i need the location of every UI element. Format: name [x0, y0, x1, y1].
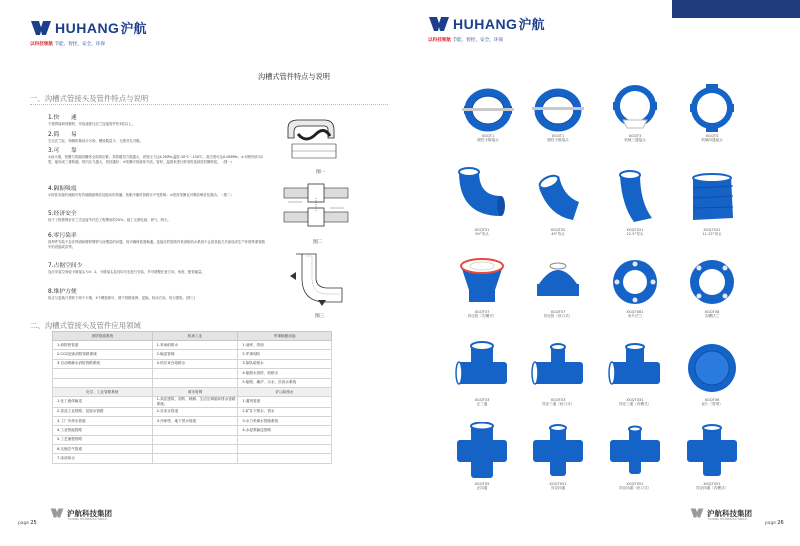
feature-item	[48, 145, 268, 165]
table-cell: 1.通风管道	[238, 397, 332, 407]
footer-brand: 沪航科技集团	[67, 508, 112, 518]
table-cell: 4.船舶水消防、给排水	[238, 369, 332, 378]
table-cell	[152, 369, 238, 378]
tagline-lead: 以科技领航	[428, 38, 451, 43]
table-subheader: 城市管网	[152, 387, 238, 396]
brand-name-cn: 沪航	[120, 22, 147, 37]
page-number-value: 26	[777, 520, 784, 526]
table-row	[53, 407, 332, 416]
table-header: 机场工业	[152, 332, 238, 341]
product-name: 盲片（管堵）	[701, 402, 723, 406]
product-code: XGQT021	[626, 228, 644, 232]
table-cell	[238, 454, 332, 463]
product-name: 22.5°弯头	[626, 232, 644, 236]
brand-name: HUHANG	[55, 19, 120, 36]
product-code: XGQT1	[551, 134, 565, 138]
table-row	[53, 350, 332, 359]
table-cell: 2.军事询防	[238, 350, 332, 359]
product-card	[682, 162, 742, 237]
tagline-lead: 以科技领航	[30, 42, 53, 47]
product-code: XGQT051	[549, 482, 567, 486]
product-name: 异径三通（丝口式）	[541, 402, 575, 406]
feature-body: 它比法兰轻，铸紧机械设计巧妙，螺栓数量少，无需对孔对眼。	[48, 139, 143, 143]
product-name: 45°弯头	[551, 232, 565, 236]
table-cell	[152, 454, 238, 463]
product-name: 正四通	[476, 486, 488, 490]
tagline-rest: 节能、智控、安全、环保	[54, 42, 105, 47]
product-card	[682, 340, 742, 407]
product-code: XGQT02	[550, 228, 566, 232]
page-label: page	[765, 521, 776, 526]
footer-logo	[50, 507, 112, 519]
table-cell: 4.工业热能管路	[53, 426, 153, 435]
grooved-reducing-tee-icon	[606, 340, 664, 396]
product-card	[605, 422, 665, 491]
footer-logo	[690, 507, 752, 519]
feature-body: 低于工程预算价法兰式连接节约总工程费用的20%；施工无需电源、氧气、明火。	[48, 218, 171, 222]
threaded-reducing-tee-icon	[529, 340, 587, 396]
product-card	[682, 256, 742, 319]
brand-logo	[428, 14, 544, 33]
table-row	[53, 378, 332, 387]
footer-brand-en: HUHANG TECHNOLOGY GROUP	[68, 518, 107, 521]
table-cell: 1.高层建筑、消防、喷淋、生活空调循环排水管路系统。	[152, 397, 238, 407]
feature-item	[48, 129, 268, 144]
table-row	[53, 426, 332, 435]
product-card	[605, 162, 665, 237]
table-row	[53, 416, 332, 425]
table-row	[53, 397, 332, 407]
table-cell	[152, 445, 238, 454]
table-cell	[152, 426, 238, 435]
feature-heading: 3.可 靠	[48, 148, 77, 154]
product-card	[682, 422, 742, 491]
table-cell	[152, 435, 238, 444]
table-cell: 5.工艺流程管路	[53, 435, 153, 444]
table-cell: 2.输送管理	[152, 350, 238, 359]
product-card	[605, 84, 665, 143]
groove-flange-icon	[683, 256, 741, 308]
table-cell	[152, 378, 238, 387]
product-code: XGQT03	[550, 398, 566, 402]
table-cell: 3.工厂冷却水管道	[53, 416, 153, 425]
product-name: 机械三通接头	[624, 138, 646, 142]
mechanical-cross-icon	[686, 84, 738, 132]
feature-heading: 8.维护方便	[48, 289, 77, 295]
tagline	[30, 41, 105, 47]
product-code: XGQT06	[704, 398, 720, 402]
feature-heading: 5.经济安全	[48, 211, 77, 217]
table-cell: 3.自动喷淋水消防管路系统	[53, 359, 153, 368]
product-card	[528, 84, 588, 143]
header-color-band	[672, 0, 800, 18]
product-code: XGQT022	[703, 228, 721, 232]
tagline	[428, 37, 503, 43]
huhang-logo-icon	[428, 15, 450, 33]
feature-body: ①因管末端有间隙可有效地隔振噪音及振动的传播；热胀冷缩时管路亦不受影响；②密封垫圈也可吸收噪音及震动。（图二）	[48, 193, 234, 197]
figure-3-elbow-diagram	[288, 248, 348, 308]
product-name: 异径三通（沟槽式）	[618, 402, 652, 406]
table-row	[53, 435, 332, 444]
feature-heading: 2.简 易	[48, 132, 77, 138]
page-number	[18, 520, 37, 526]
product-name: 单片法兰	[627, 314, 643, 318]
product-code: XGQT05	[474, 482, 490, 486]
brand-logo	[30, 18, 146, 37]
right-page	[400, 0, 800, 546]
elbow-90-icon	[453, 162, 511, 226]
huhang-logo-icon	[50, 507, 64, 519]
feature-item	[48, 286, 268, 301]
product-name: 异径四通	[550, 486, 566, 490]
feature-item	[48, 183, 268, 198]
product-name: 刚性卡箍接头	[547, 138, 569, 142]
table-cell	[238, 445, 332, 454]
elbow-45-icon	[529, 162, 587, 226]
page-number	[765, 520, 784, 526]
huhang-logo-icon	[30, 19, 52, 37]
table-subheader: 化学、工业管路系统	[53, 387, 153, 396]
product-code: XGQT051	[626, 482, 644, 486]
elbow-11-25-icon	[683, 162, 741, 226]
equal-tee-icon	[453, 340, 511, 396]
product-code: XGQT4	[705, 134, 719, 138]
rigid-coupling-icon	[462, 84, 514, 132]
figure-2-caption: 图二	[313, 240, 323, 245]
product-card	[682, 84, 742, 143]
page-number-value: 25	[30, 520, 37, 526]
feature-item	[48, 230, 268, 250]
feature-item	[48, 112, 268, 127]
table-header: 消防管道系统	[53, 332, 153, 341]
table-cell	[53, 378, 153, 387]
product-card	[452, 162, 512, 237]
feature-item	[48, 260, 268, 275]
feature-heading: 6.零污染率	[48, 233, 77, 239]
table-cell: 7.冻油用水	[53, 454, 153, 463]
table-cell	[53, 369, 153, 378]
table-cell: 5.船舶、潮汐、污水、饮用水系统	[238, 378, 332, 387]
figure-1-coupling-section	[284, 118, 344, 163]
feature-heading: 1.快 速	[48, 115, 77, 121]
footer-brand-en: HUHANG TECHNOLOGY GROUP	[708, 518, 747, 521]
product-card	[452, 256, 512, 319]
product-code: XGQT031	[626, 398, 644, 402]
table-row	[53, 341, 332, 350]
table-cell: 1.油库、供油	[238, 341, 332, 350]
table-cell: 3.原队给排水	[238, 359, 332, 368]
section-divider	[30, 104, 388, 105]
product-card	[452, 340, 512, 407]
product-name: 刚性卡箍接头	[477, 138, 499, 142]
product-card	[458, 84, 518, 143]
product-name: 正三通	[476, 402, 488, 406]
product-card	[528, 256, 588, 319]
product-code: XGQT03	[474, 398, 490, 402]
table-cell: 2.自来水管道	[152, 407, 238, 416]
table-cell: 3.水力采煤水管路系统	[238, 416, 332, 425]
table-row	[53, 369, 332, 378]
product-name: 11.25°弯头	[702, 232, 722, 236]
tagline-rest: 节能、智控、安全、环保	[452, 38, 503, 43]
product-card	[452, 422, 512, 491]
section-heading-applications: 二、沟槽式管接头及管件应用领域	[30, 321, 141, 330]
product-name: 异径四通（沟槽式）	[695, 486, 729, 490]
table-cell: 3.冷却塔、地下供水管道	[152, 416, 238, 425]
product-code: XGQT07	[550, 310, 566, 314]
feature-body: 不需焊接和再镀锌，安装速度比法兰连接管件快3倍以上。	[48, 122, 135, 126]
footer-brand: 沪航科技集团	[707, 508, 752, 518]
section-heading-features: 一、沟槽式管接头及管件特点与说明	[30, 94, 149, 103]
figure-3-caption: 图三	[315, 314, 325, 319]
figure-2-joint-section	[282, 180, 350, 230]
equal-cross-icon	[453, 422, 511, 480]
table-cell: 4.水泥浆输送管路	[238, 426, 332, 435]
figure-1-caption: 图一	[316, 170, 326, 175]
table-row	[53, 445, 332, 454]
concentric-reducer-icon	[453, 256, 511, 308]
table-cell: 1.化工液体输送	[53, 397, 153, 407]
product-code: XGQT08	[704, 310, 720, 314]
product-card	[528, 162, 588, 237]
product-code: XGQT01	[474, 228, 490, 232]
page-title: 沟槽式管件特点与说明	[258, 72, 330, 81]
huhang-logo-icon	[690, 507, 704, 519]
threaded-reducing-cross-icon	[606, 422, 664, 480]
table-header: 军事船舶用途	[238, 332, 332, 341]
brand-name-cn: 沪航	[518, 18, 545, 33]
table-cell: 2.CO2泡沫消防管路系统	[53, 350, 153, 359]
table-cell: 6.压缩空气管道	[53, 445, 153, 454]
product-code: XGQT051	[703, 482, 721, 486]
reducing-cross-icon	[529, 422, 587, 480]
table-row	[53, 454, 332, 463]
elbow-22-5-icon	[606, 162, 664, 226]
end-cap-icon	[683, 340, 741, 396]
table-cell: 2.矿井下排水、供水	[238, 407, 332, 416]
mechanical-tee-icon	[609, 84, 661, 132]
feature-heading: 7.占据空间少	[48, 263, 83, 269]
product-card	[605, 256, 665, 319]
table-subheader-row	[53, 387, 332, 396]
feature-heading: 4.隔振吸震	[48, 186, 77, 192]
feature-item	[48, 208, 268, 223]
product-code: XGQT081	[626, 310, 644, 314]
product-code: XGQT3	[628, 134, 642, 138]
product-card	[528, 340, 588, 407]
product-name: 机械四通接头	[701, 138, 723, 142]
brand-name: HUHANG	[453, 15, 518, 32]
product-card	[605, 340, 665, 407]
product-name: 90°弯头	[475, 232, 489, 236]
product-name: 异径管（沟槽式）	[467, 314, 497, 318]
table-cell: 3.钻井来台给排水	[152, 359, 238, 368]
threaded-reducer-icon	[529, 256, 587, 308]
applications-table	[52, 331, 332, 464]
product-name: 异径四通（丝口式）	[618, 486, 652, 490]
flexible-coupling-icon	[532, 84, 584, 132]
feature-body: 拆迁与更换只需松下两个卡箍，4个螺栓即可，便于管路延伸、更换、转动方向。均匀建筑。(图三)	[48, 296, 196, 300]
table-cell: 2.食品工业管路、及展水管路	[53, 407, 153, 416]
table-cell: 1.消防栓管道	[53, 341, 153, 350]
feature-body: ①涂卡箍，垫圈与管端沟槽体全面周压紧，其管端初力很越大，试验压力达4.2MPa,温度-30℃～100℃，真空度可达0.08MPa；②卡圈内部为C型，能形成三重防漏，管内压力越大，密封越好；③垫圈可因流体介质，管材，温度来进行舒适的选择密封圈材质。（图一）	[48, 155, 264, 164]
feature-body: 因焊件安装不存在焊渣和镀锌镀锌与涂塑层的问题，故可确保管道畅通。连接后的管路内其消防给水系统不会因其他方式而造成生产环境等重管路中的设施或杂等。	[48, 240, 265, 249]
product-code: XGQT1	[481, 134, 495, 138]
table-cell: 1.采场给排水	[152, 341, 238, 350]
table-subheader: 矿山给排水	[238, 387, 332, 396]
page-label: page	[18, 521, 29, 526]
table-row	[53, 359, 332, 368]
single-flange-icon	[606, 256, 664, 308]
product-card	[528, 422, 588, 491]
product-name: 异径管（丝口式）	[543, 314, 573, 318]
table-cell	[238, 435, 332, 444]
product-name: 沟槽法兰	[704, 314, 720, 318]
grooved-reducing-cross-icon	[683, 422, 741, 480]
product-code: XGQT07	[474, 310, 490, 314]
feature-body: 连沙安装空间较卡箍接头为3：2。卡箍接头及其均可无进行安装，并可调整任意方向、角度、配管能量。	[48, 270, 205, 274]
